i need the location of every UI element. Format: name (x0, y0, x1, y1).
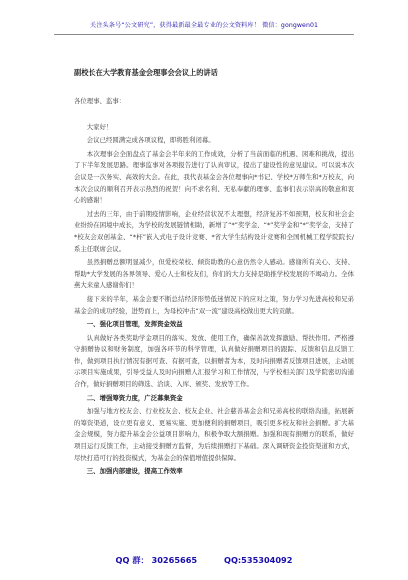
body-paragraph: 过去的三年，由于前期疫情影响，企业经营状况不太理想，经济复苏不如预期，校友和社会企业纷纷在困境中成长，为学校的发展链情相助，新增了“*”奖学金、“*”奖学金和“*”奖学金，支持了*校友会双创基金、“*杯”嵌入式电子设计竞赛、*省大学生结构设计竞赛和全国机械工程学院院长/系主任联席会议。 (74, 209, 354, 253)
qq-group-number: QQ 群： 30265665 (115, 555, 198, 565)
greeting-line: 各位理事、监事： (74, 97, 126, 105)
salutation-line: 大家好！ (86, 122, 113, 131)
document-body (74, 96, 354, 480)
header-divider (54, 34, 354, 35)
qq-contact-number: QQ:535304092 (223, 555, 293, 565)
body-paragraph: 虽然捐赠总额明显减少，但爱校荣校、倾资助教的心意仍然令人感动。感谢所有关心、支持、帮助*大学发展的各界领导、爱心人士和校友们，你们的大力支持是助推学校发展的不竭动力。全体燕大来童人感谢你们！ (74, 258, 354, 290)
section-heading: 一、强化项目管理，发挥资金效益 (86, 320, 183, 329)
contact-footer (0, 555, 408, 566)
section-paragraph: 认真做好各类奖助学金项目的落实、发放、使用工作，确保善款发挥激励、帮扶作用。严格遵守捐赠协议和财务制度，加强各环节的科学管理，认真做好捐赠项目的跟踪、反馈和信息反馈工作，做到项目执行情况有据可查、有据可查，以捐赠者为本，及时向捐赠者反馈项目进展，主动展示项目实施成果，引导受益人及时向捐赠人汇报学习和工作情况，与学校相关部门及学院密切沟通合作，做好捐赠项目的筛选、洽谈、入库、颁奖、发放等工作。 (74, 333, 354, 389)
section-paragraph: 加强与地方校友会、行业校友会、校友企业、社会慈善基金会和兄弟高校的联络沟通，拓展新的筹资渠道，设立更有意义、更易实施、更加便利的捐赠项目，吸引更多校友和社会捐赠。扩大基金会规模，努力提升基金会公益项目影响力，积极争取大额捐赠。加强和现有捐赠方的联系，做好项目运行反馈工作，主动接受捐赠方监督，为后续捐赠打下基础。深入调研资金投资渠道和方式，尽快打造可行的投资模式，为基金会的保值增值提供保障。 (74, 407, 354, 462)
promo-header-link[interactable]: 关注头条号“公文研究”，获得最新最全最专业的公文资料库！ 微信：gongwen01 (89, 22, 319, 29)
document-title: 副校长在大学教育基金会理事会会议上的讲话 (74, 68, 218, 77)
body-paragraph: 本次理事会全面盘点了基金会半年来的工作成效，分析了当前面临的机遇、困难和挑战，提出了下半年发展思路。理事监事对各项报告进行了认真审议，提出了建设性的意见建议。可以说本次会议是一次务实、高效的大会。在此，我代表基金会各位理事向*书记、学校*万师生和*万校友，向本次会议的顺利召开表示热烈的祝贺！向不求名利、无私奉献的理事、监事们表示崇高的敬意和衷心的感谢！ (74, 149, 354, 205)
section-heading: 三、加强内部建设，提高工作效率 (86, 467, 183, 476)
section-heading: 二、增强筹资力度，广泛募集资金 (86, 393, 183, 402)
body-paragraph: 接下来的半年，基金会要不断总结经济形势低迷情况下的应对之策，努力学习先进高校和兄弟基金会的成功经验，进势而上，为母校冲击“双一流”建设高校做出更大的贡献。 (74, 294, 354, 315)
body-paragraph: 会议已经圆满完成各项议程，即将胜利闭幕。 (86, 136, 215, 145)
